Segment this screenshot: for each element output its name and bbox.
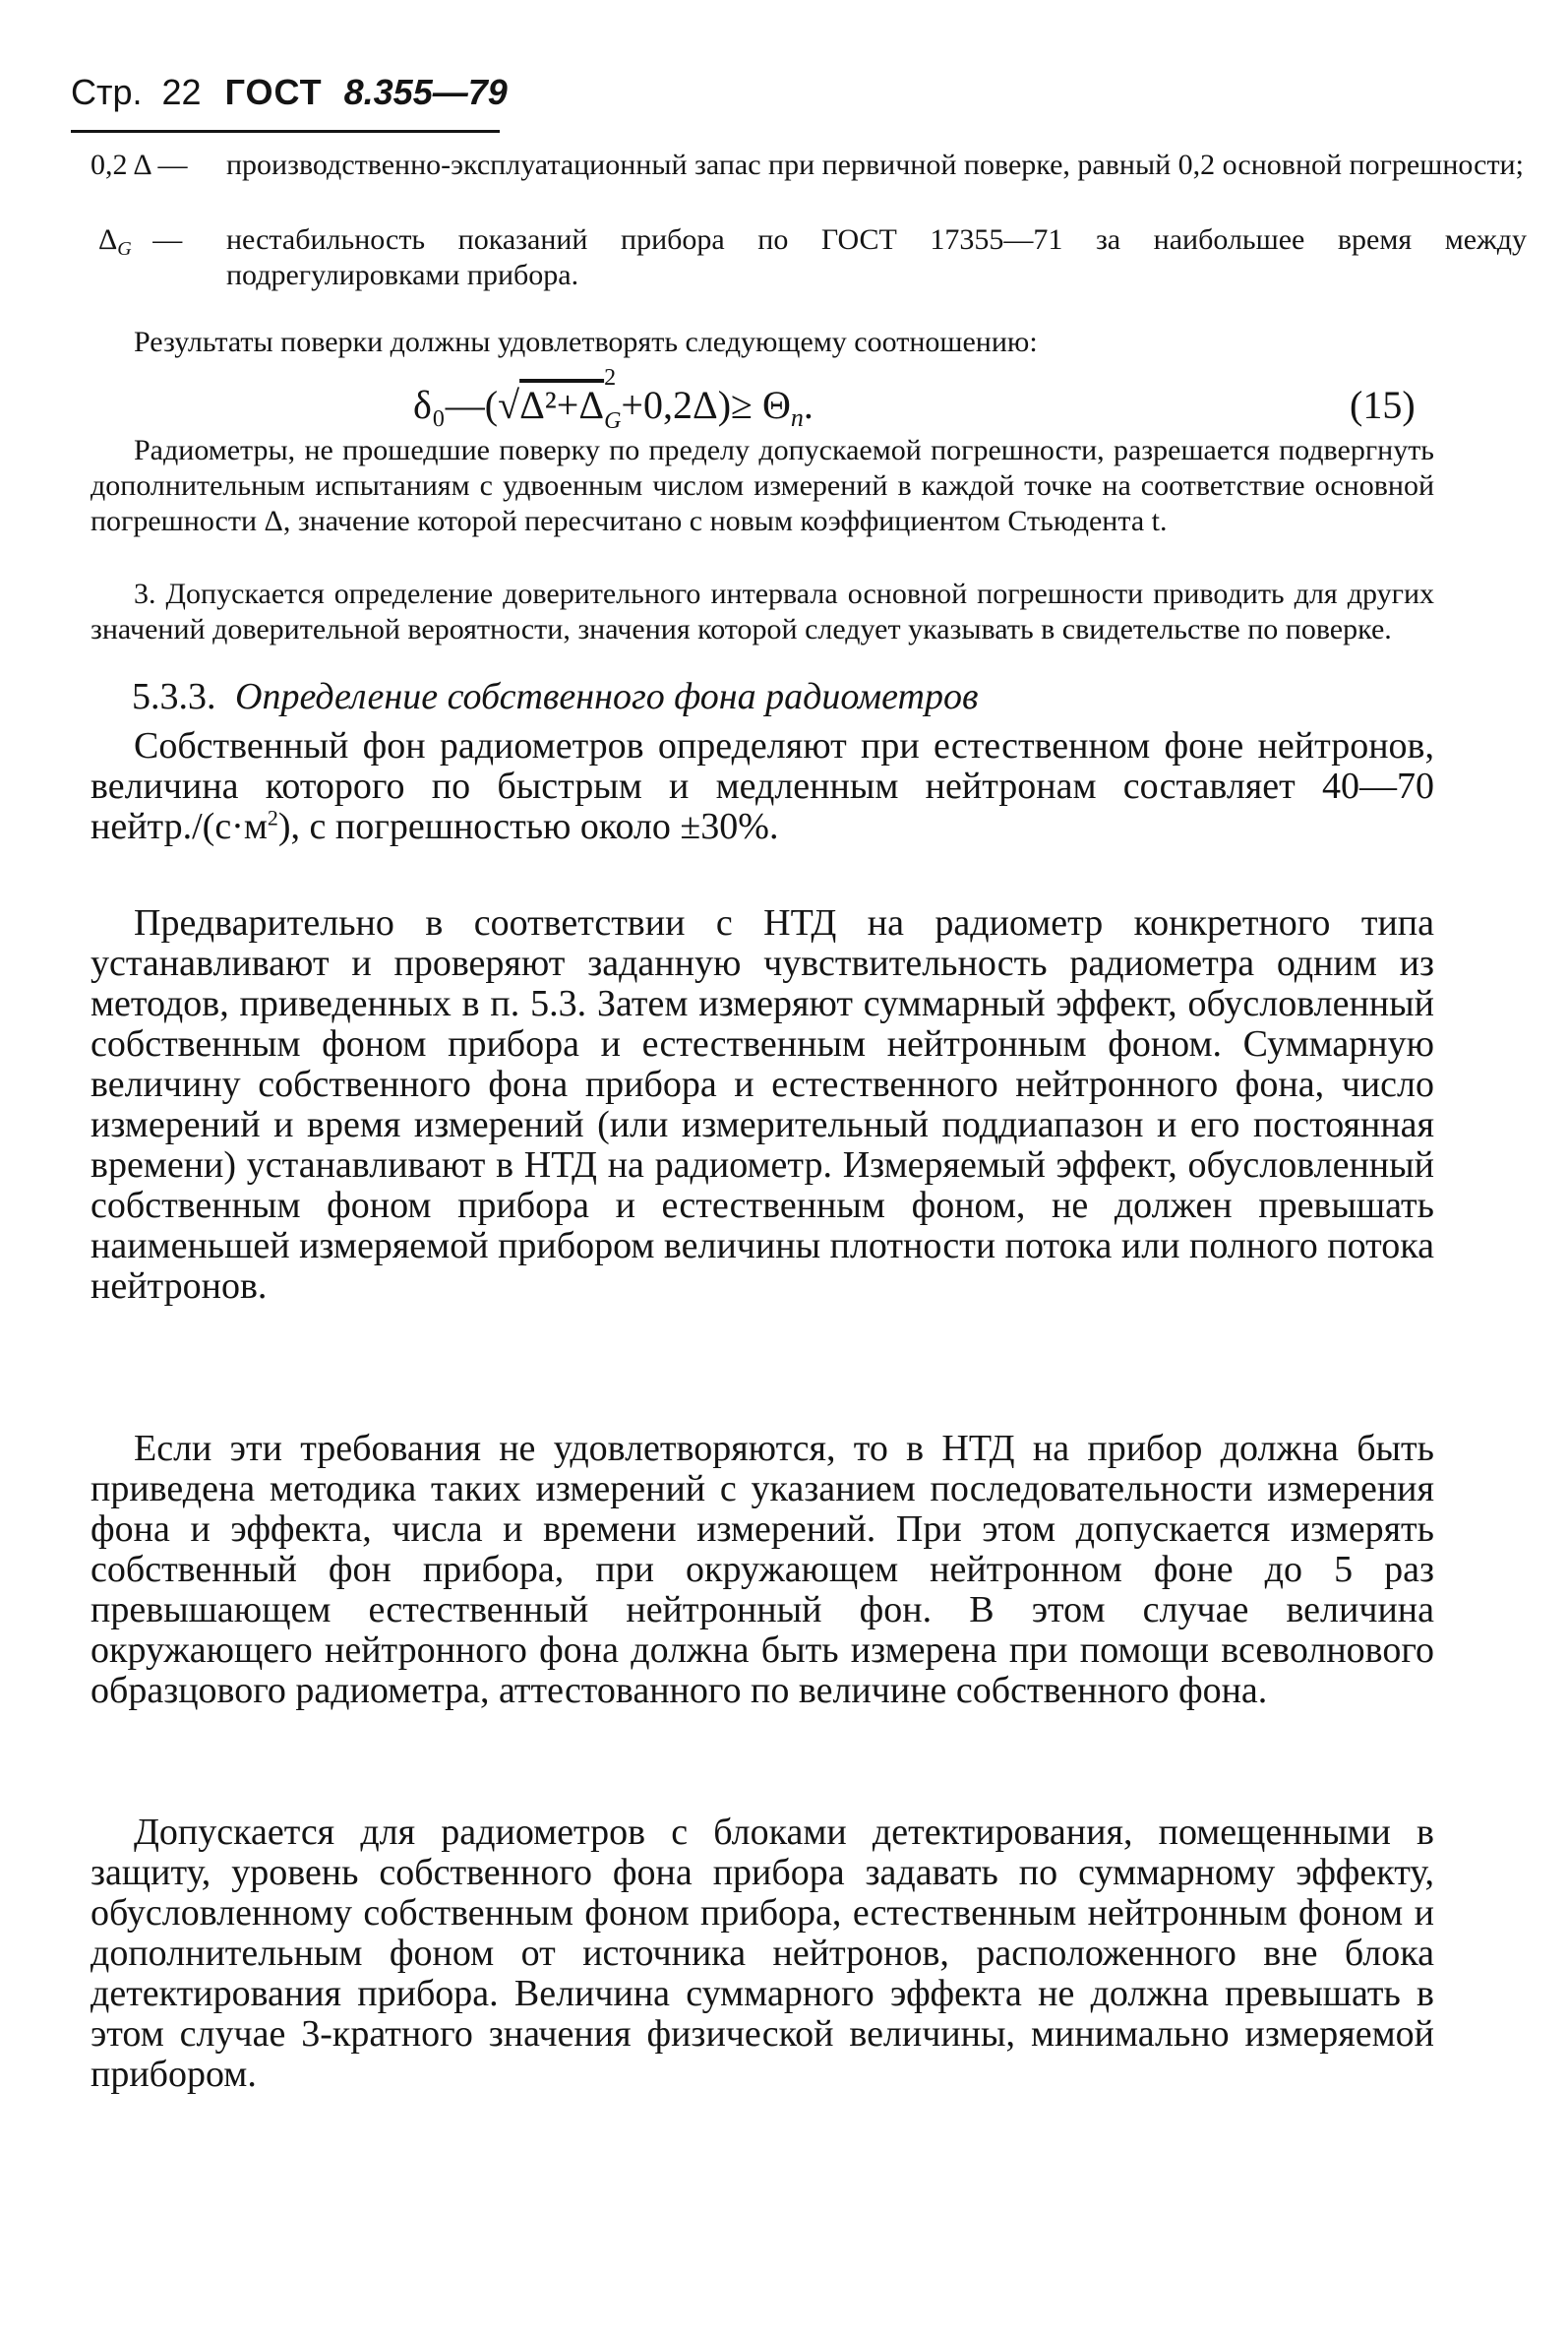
formula-15	[413, 365, 814, 434]
paragraph-2: Предварительно в соответствии с НТД на радиометр конкретного типа устанавливают и проверяют заданную чувствительность радиометра одним из методов, приведенных в п. 5.3. Затем измеряют суммарный эффект, обусловленный собственным фоном прибора и естественным нейтронным фоном. Суммарную величину собственного фона прибора и естественного нейтронного фона, число измерений и время измерений (или измерительный поддиапазон и его постоянная времени) устанавливают в НТД на радиометр. Измеряемый эффект, обусловленный собственным фоном прибора и естественным фоном, не должен превышать наименьшей измеряемой прибором величины плотности потока или полного потока нейтронов.	[90, 902, 1434, 1307]
definition-dash: —	[152, 223, 183, 256]
item-3-paragraph: 3. Допускается определение доверительного интервала основной погрешности приводить для других значений доверительной вероятности, значения которой следует указывать в свидетельстве по поверке.	[90, 578, 1434, 645]
page-number: 22	[161, 72, 202, 112]
page-label: Стр.	[71, 72, 143, 112]
formula-number: (15)	[1350, 383, 1416, 427]
definition-instability	[90, 222, 1527, 295]
paragraph-1: Собственный фон радиометров определяют при естественном фоне нейтронов, величина которого по быстрым и медленным нейтронам составляет 40—70 $нейтр./(с\cdot м^2)$, с погрешностью около ±30%.	[90, 725, 1434, 847]
document-number: 8.355—79	[343, 72, 508, 112]
section-heading	[132, 675, 978, 718]
radiometers-paragraph: Радиометры, не прошедшие поверку по пределу допускаемой погрешности, разрешается подвергнуть дополнительным испытаниям с удвоенным числом измерений в каждой точке на соответствие основной погрешности Δ, значение которой пересчитано с новым коэффициентом Стьюдента t.	[90, 434, 1434, 537]
header-rule	[71, 130, 500, 133]
definition-text: производственно-эксплуатационный запас при первичной поверке, равный 0,2 основной погрешности;	[226, 149, 1524, 181]
formula-right: +0,2Δ)≥ Θ	[621, 383, 791, 427]
delta-subscript: G	[117, 238, 132, 260]
definition-symbol: 0,2 Δ —	[90, 149, 188, 181]
superscript-2: 2	[267, 805, 278, 830]
section-title: Определение собственного фона радиометров	[235, 676, 979, 717]
standard-label: ГОСТ	[224, 72, 323, 112]
definition-symbol	[98, 222, 182, 267]
definition-text: нестабильность показаний прибора по ГОСТ 17355—71 за наибольшее время между подрегулировками прибора.	[226, 223, 1527, 291]
formula-right-sub: n	[790, 403, 804, 432]
formula-radicand-sub: G	[604, 408, 622, 434]
paragraph-3: Если эти требования не удовлетворяются, то в НТД на прибор должна быть приведена методика таких измерений с указанием последовательности измерения фона и эффекта, числа и времени измерений. При этом допускается измерять собственный фон прибора, при окружающем нейтронном фоне до 5 раз превышающем естественный нейтронный фон. В этом случае величина окружающего нейтронного фона должна быть измерена при помощи всеволнового образцового радиометра, аттестованного по величине собственного фона.	[90, 1428, 1434, 1711]
section-number: 5.3.3.	[132, 676, 216, 717]
formula-radicand: Δ²+Δ 2 $_G$	[519, 365, 622, 434]
results-statement: Результаты поверки должны удовлетворять следующему соотношению:	[134, 326, 1038, 358]
page-header	[71, 71, 508, 114]
formula-root: √	[498, 383, 520, 427]
definition-reserve	[90, 148, 1524, 220]
formula-left: δ₀—(	[413, 383, 499, 427]
formula-end: .	[803, 383, 814, 427]
delta-symbol: Δ	[98, 223, 118, 256]
paragraph-4: Допускается для радиометров с блоками детектирования, помещенными в защиту, уровень собственного фона прибора задавать по суммарному эффекту, обусловленному собственным фоном прибора, естественным нейтронным фоном и дополнительным фоном от источника нейтронов, расположенного вне блока детектирования прибора. Величина суммарного эффекта не должна превышать в этом случае 3-кратного значения физической величины, минимально измеряемой прибором.	[90, 1812, 1434, 2095]
